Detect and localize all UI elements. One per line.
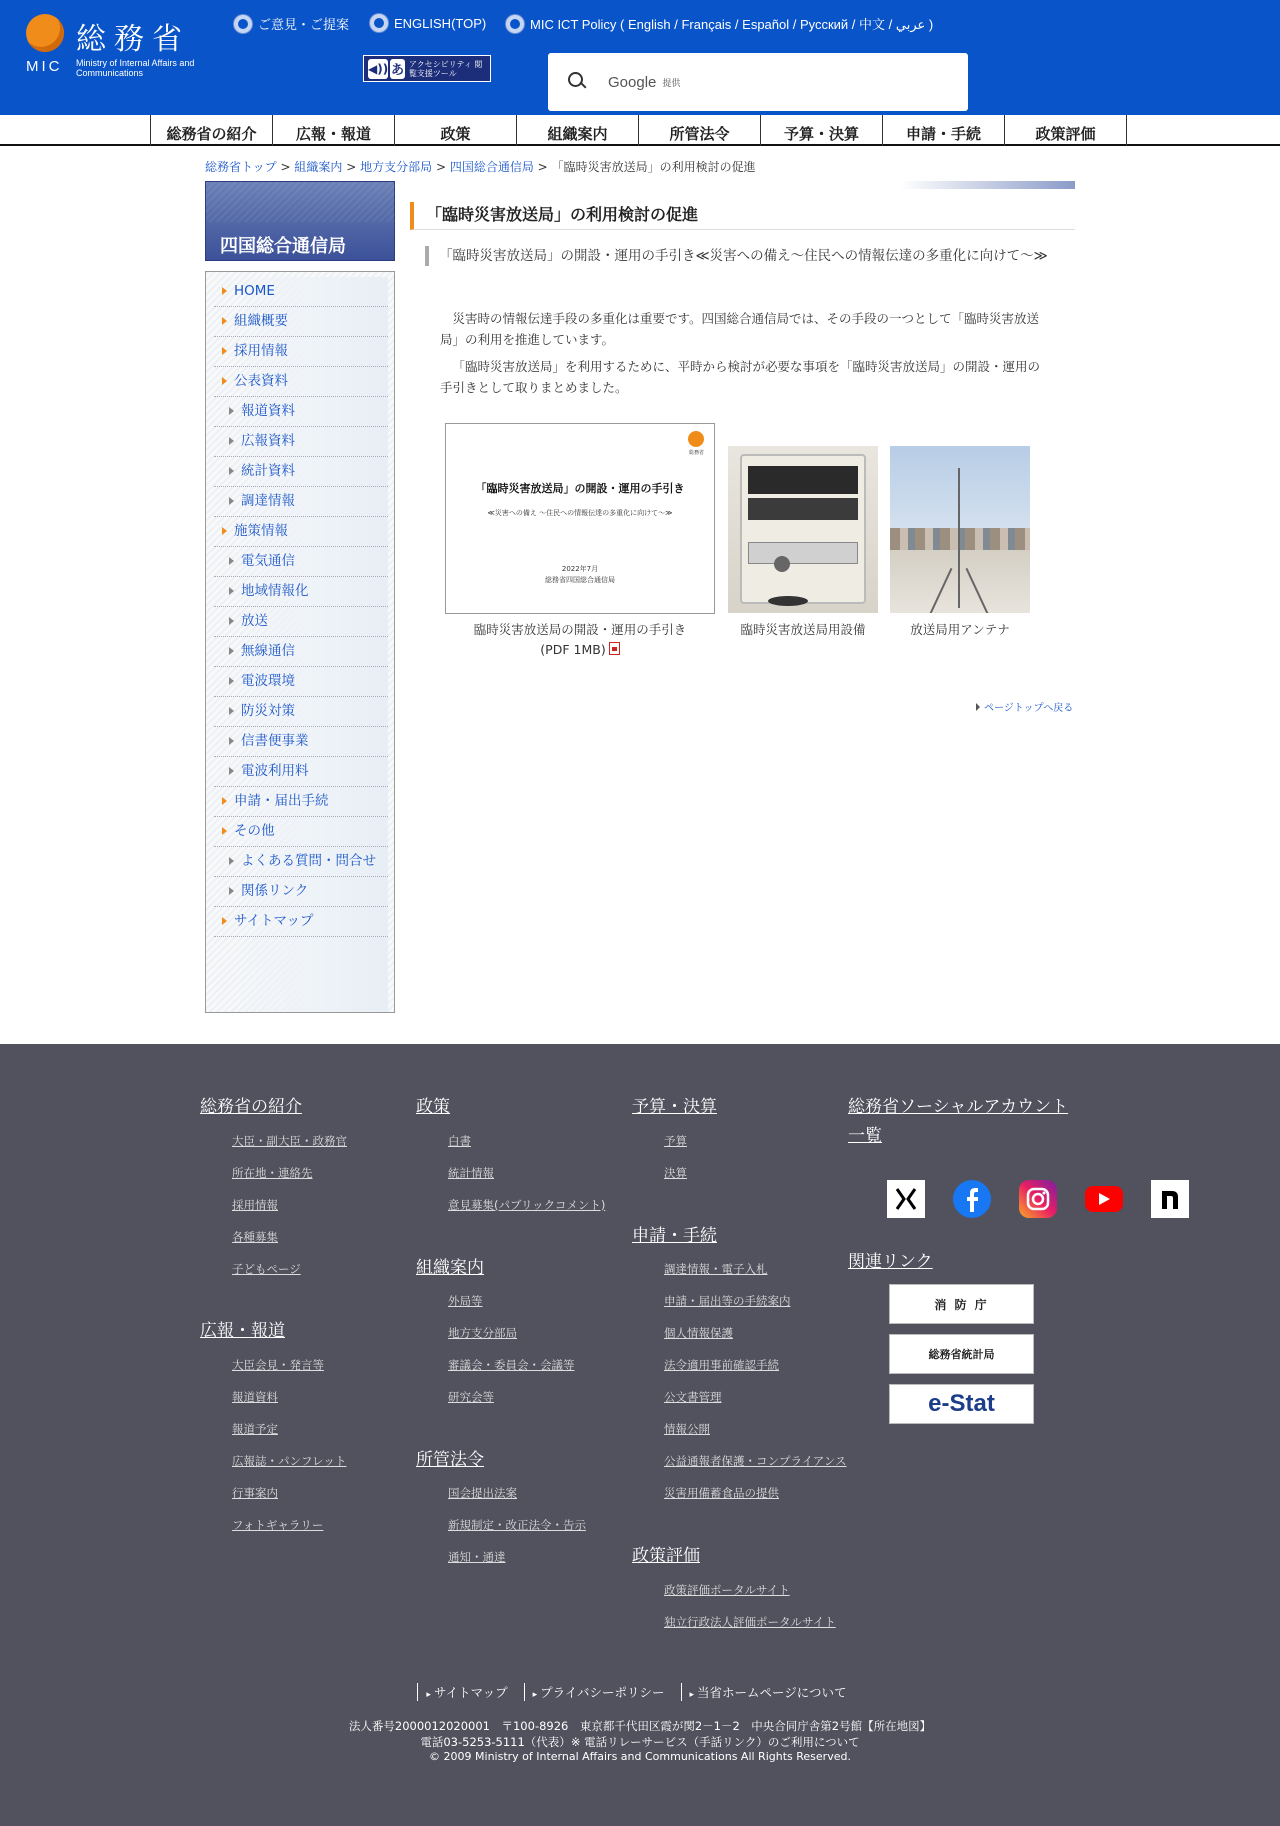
breadcrumb-link[interactable]: 四国総合通信局 bbox=[449, 160, 534, 174]
note-icon[interactable] bbox=[1151, 1180, 1189, 1218]
page-top-label[interactable]: ページトップへ戻る bbox=[984, 703, 1074, 714]
sidebar-item[interactable] bbox=[214, 907, 388, 937]
sidebar-item-label[interactable]: 放送 bbox=[241, 613, 268, 629]
breadcrumb-sep: > bbox=[435, 160, 446, 174]
nav-item[interactable]: 所管法令 bbox=[639, 115, 761, 146]
footer-link[interactable]: 政策評価ポータルサイト bbox=[664, 1583, 790, 1597]
sidebar-item[interactable] bbox=[214, 637, 388, 667]
intro-paragraph: 災害時の情報伝達手段の多重化は重要です。四国総合通信局では、その手段の一つとして「臨時災害放送局」の利用を推進しています。 bbox=[440, 311, 1040, 347]
sidebar-item-label[interactable]: 申請・届出手続 bbox=[234, 793, 329, 809]
antenna-pole-shape bbox=[958, 468, 960, 608]
global-nav bbox=[0, 115, 1280, 146]
breadcrumb bbox=[205, 158, 756, 175]
doc-org: 総務省四国総合通信局 bbox=[545, 576, 615, 584]
footer-heading[interactable]: 政策評価 bbox=[632, 1546, 700, 1566]
copyright: © 2009 Ministry of Internal Affairs and Communications All Rights Reserved. bbox=[429, 1750, 851, 1763]
rack-unit-shape bbox=[748, 466, 858, 494]
antenna-leg-shape bbox=[930, 568, 953, 613]
sidebar-item[interactable] bbox=[214, 337, 388, 367]
footer-link[interactable]: 行事案内 bbox=[232, 1486, 278, 1500]
sidebar-item-label[interactable]: 信書便事業 bbox=[241, 733, 309, 749]
ict-policy-link-label: MIC ICT Policy ( English / Français / Español / Русский / 中文 / عربي ) bbox=[530, 17, 934, 32]
sidebar-item-label[interactable]: 施策情報 bbox=[234, 523, 288, 539]
sidebar-item-label[interactable]: 電気通信 bbox=[241, 553, 295, 569]
footer-link[interactable]: 大臣会見・発言等 bbox=[232, 1358, 324, 1372]
buildings-shape bbox=[890, 528, 1030, 550]
broadcast-equipment-photo bbox=[728, 446, 878, 613]
footer-heading[interactable]: 総務省ソーシャルアカウント一覧 bbox=[848, 1097, 1069, 1146]
footer-bottom-link[interactable]: ▸ 当省ホームページについて bbox=[681, 1683, 863, 1701]
footer-link[interactable]: 災害用備蓄食品の提供 bbox=[664, 1486, 779, 1500]
site-header bbox=[0, 0, 1280, 115]
hiragana-icon: あ bbox=[390, 59, 405, 79]
triangle-right-icon bbox=[229, 677, 234, 685]
sidebar-item[interactable] bbox=[214, 697, 388, 727]
footer-link[interactable]: 子どもページ bbox=[232, 1262, 301, 1276]
breadcrumb-sep: > bbox=[280, 160, 291, 174]
stat-bureau-logo-link[interactable]: 総務省統計局 bbox=[889, 1334, 1034, 1374]
sidebar-item[interactable] bbox=[214, 727, 388, 757]
triangle-right-icon bbox=[229, 437, 234, 445]
triangle-right-icon bbox=[229, 497, 234, 505]
triangle-right-icon bbox=[222, 917, 227, 925]
sidebar-item[interactable] bbox=[214, 577, 388, 607]
footer-link[interactable]: 情報公開 bbox=[664, 1422, 710, 1436]
estat-logo-link[interactable]: e-Stat bbox=[889, 1384, 1034, 1424]
sidebar-item[interactable] bbox=[214, 307, 388, 337]
antenna-leg-shape bbox=[966, 568, 989, 613]
section-heading: 「臨時災害放送局」の開設・運用の手引き≪災害への備え～住民への情報伝達の多重化に向けて～≫ bbox=[425, 246, 1055, 266]
breadcrumb-current: 「臨時災害放送局」の利用検討の促進 bbox=[551, 160, 756, 174]
speaker-icon: ◀)) bbox=[368, 59, 388, 79]
footer-link[interactable]: 外局等 bbox=[448, 1294, 483, 1308]
sidebar-item[interactable] bbox=[214, 547, 388, 577]
footer-heading[interactable]: 組織案内 bbox=[416, 1258, 484, 1278]
triangle-right-icon bbox=[222, 287, 227, 295]
sidebar-item-label[interactable]: 電波環境 bbox=[241, 673, 295, 689]
guide-document-thumbnail[interactable] bbox=[445, 423, 715, 614]
sidebar-item[interactable] bbox=[214, 817, 388, 847]
footer-link[interactable]: 調達情報・電子入札 bbox=[664, 1262, 768, 1276]
footer-link[interactable]: フォトギャラリー bbox=[232, 1518, 324, 1532]
ict-policy-link[interactable] bbox=[506, 14, 933, 33]
sidebar-item-label[interactable]: 防災対策 bbox=[241, 703, 295, 719]
doc-date-org bbox=[446, 564, 714, 586]
accessibility-tool-button[interactable] bbox=[363, 55, 491, 82]
sidebar-title-box bbox=[205, 181, 395, 261]
nav-item[interactable]: 申請・手続 bbox=[883, 115, 1005, 146]
sidebar-title: 四国総合通信局 bbox=[220, 236, 346, 257]
english-link[interactable] bbox=[370, 14, 486, 32]
logo-kanji: 総務省 bbox=[76, 22, 190, 57]
footer-link[interactable]: 所在地・連絡先 bbox=[232, 1166, 313, 1180]
sidebar-item-label[interactable]: HOME bbox=[234, 283, 275, 299]
sidebar-item-label[interactable]: その他 bbox=[234, 823, 275, 839]
address-line bbox=[0, 1718, 1280, 1734]
search-input[interactable] bbox=[548, 53, 968, 111]
sidebar-item-label[interactable]: よくある質問・問合せ bbox=[241, 853, 376, 869]
footer-bottom bbox=[0, 1683, 1280, 1701]
mic-logo-icon bbox=[688, 431, 704, 447]
footer-link[interactable]: 大臣・副大臣・政務官 bbox=[232, 1134, 347, 1148]
triangle-right-icon bbox=[229, 767, 234, 775]
triangle-right-icon bbox=[229, 737, 234, 745]
address-end: 】 bbox=[919, 1719, 932, 1733]
doc-subtitle: ≪災害への備え ～住民への情報伝達の多重化に向けて～≫ bbox=[487, 509, 673, 517]
doc-title: 「臨時災害放送局」の開設・運用の手引き bbox=[475, 482, 685, 495]
nav-item[interactable]: 予算・決算 bbox=[761, 115, 883, 146]
sidebar-item-label[interactable]: 電波利用料 bbox=[241, 763, 309, 779]
doc-date: 2022年7月 bbox=[561, 565, 599, 573]
phone-text: 電話03-5253-5111（代表） bbox=[420, 1735, 571, 1749]
sidebar-item[interactable] bbox=[214, 517, 388, 547]
nav-item[interactable]: 政策評価 bbox=[1005, 115, 1127, 146]
sidebar-item-label[interactable]: 調達情報 bbox=[241, 493, 295, 509]
breadcrumb-link[interactable]: 地方支分部局 bbox=[360, 160, 433, 174]
footer-bottom-link[interactable]: ▸ サイトマップ bbox=[417, 1683, 523, 1701]
antenna-photo bbox=[890, 446, 1030, 613]
footer-link[interactable]: 公文書管理 bbox=[664, 1390, 722, 1404]
footer-link[interactable]: 予算 bbox=[664, 1134, 687, 1148]
nav-item[interactable]: 政策 bbox=[395, 115, 517, 146]
sidebar-item-label[interactable]: 広報資料 bbox=[241, 433, 295, 449]
sidebar-item[interactable] bbox=[214, 487, 388, 517]
x-icon[interactable] bbox=[887, 1180, 925, 1218]
triangle-right-icon bbox=[222, 827, 227, 835]
sidebar-item-label[interactable]: 公表資料 bbox=[234, 373, 288, 389]
sidebar-item[interactable] bbox=[214, 367, 388, 397]
footer-heading[interactable]: 申請・手続 bbox=[632, 1226, 717, 1246]
footer-link[interactable]: 研究会等 bbox=[448, 1390, 494, 1404]
site-logo[interactable] bbox=[26, 12, 216, 82]
footer-link[interactable]: 地方支分部局 bbox=[448, 1326, 517, 1340]
footer-link[interactable]: 報道資料 bbox=[232, 1390, 278, 1404]
radio-bullet-icon bbox=[370, 14, 388, 32]
sidebar-item-label[interactable]: 組織概要 bbox=[234, 313, 288, 329]
rack-unit-shape bbox=[748, 498, 858, 520]
footer-link[interactable]: 決算 bbox=[664, 1166, 687, 1180]
triangle-right-icon bbox=[976, 703, 980, 711]
mic-stand-shape bbox=[768, 596, 808, 606]
opinion-link[interactable] bbox=[234, 14, 349, 33]
sidebar-item-label[interactable]: 採用情報 bbox=[234, 343, 288, 359]
relay-service-link[interactable]: ※ 電話リレーサービス（手話リンク）のご利用について bbox=[570, 1735, 860, 1749]
footer-link[interactable]: 報道予定 bbox=[232, 1422, 278, 1436]
triangle-right-icon bbox=[229, 557, 234, 565]
footer-link[interactable]: 個人情報保護 bbox=[664, 1326, 733, 1340]
footer-link[interactable]: 公益通報者保護・コンプライアンス bbox=[664, 1454, 847, 1468]
triangle-right-icon bbox=[229, 647, 234, 655]
sidebar-item[interactable] bbox=[214, 457, 388, 487]
breadcrumb-link[interactable]: 総務省トップ bbox=[205, 160, 277, 174]
footer-link[interactable]: 採用情報 bbox=[232, 1198, 278, 1212]
opinion-link-label: ご意見・ご提案 bbox=[258, 17, 350, 32]
triangle-right-icon bbox=[222, 347, 227, 355]
doc-logo-text: 総務省 bbox=[688, 450, 704, 456]
sidebar-item-label[interactable]: 無線通信 bbox=[241, 643, 295, 659]
google-brand: Google bbox=[608, 73, 657, 91]
footer-link[interactable]: 通知・通達 bbox=[448, 1550, 506, 1564]
sidebar-item[interactable] bbox=[214, 397, 388, 427]
sidebar-item[interactable] bbox=[214, 757, 388, 787]
guide-pdf-caption[interactable] bbox=[445, 620, 715, 660]
footer-link[interactable]: 白書 bbox=[448, 1134, 471, 1148]
triangle-right-icon bbox=[229, 617, 234, 625]
pdf-size: (PDF 1MB) bbox=[540, 642, 606, 657]
page-top-link[interactable] bbox=[976, 699, 1073, 714]
footer-heading[interactable]: 広報・報道 bbox=[200, 1321, 285, 1341]
search-icon[interactable] bbox=[568, 72, 588, 92]
antenna-caption: 放送局用アンテナ bbox=[910, 622, 1010, 637]
footer-bottom-link[interactable]: ▸ プライバシーポリシー bbox=[524, 1683, 681, 1701]
sidebar-menu bbox=[205, 271, 395, 1013]
breadcrumb-sep: > bbox=[537, 160, 548, 174]
rack-unit-shape bbox=[748, 542, 858, 564]
triangle-right-icon bbox=[229, 887, 234, 895]
fdma-logo-link[interactable]: 消 防 庁 bbox=[889, 1284, 1034, 1324]
triangle-right-icon bbox=[222, 317, 227, 325]
page-title: 「臨時災害放送局」の利用検討の促進 bbox=[410, 202, 1075, 230]
triangle-right-icon bbox=[229, 857, 234, 865]
map-link[interactable]: 所在地図 bbox=[873, 1719, 920, 1733]
sidebar-item[interactable] bbox=[214, 277, 388, 307]
footer-link[interactable]: 統計情報 bbox=[448, 1166, 494, 1180]
logo-english: Ministry of Internal Affairs and Communications bbox=[76, 58, 195, 78]
sidebar-item[interactable] bbox=[214, 877, 388, 907]
triangle-right-icon bbox=[229, 587, 234, 595]
sidebar-item-label[interactable]: 報道資料 bbox=[241, 403, 295, 419]
sidebar-item[interactable] bbox=[214, 667, 388, 697]
search-provider-label: 提供 bbox=[662, 78, 681, 89]
microphone-shape bbox=[774, 556, 790, 572]
breadcrumb-sep: > bbox=[346, 160, 357, 174]
logo-emblem-icon bbox=[26, 14, 64, 52]
accessibility-label: アクセシビリティ 閲覧支援ツール bbox=[408, 59, 483, 78]
pdf-size-row bbox=[445, 640, 715, 660]
logo-abbrev: MIC bbox=[26, 58, 63, 75]
footer-link[interactable]: 各種募集 bbox=[232, 1230, 278, 1244]
breadcrumb-link[interactable]: 組織案内 bbox=[294, 160, 343, 174]
sidebar-item-label[interactable]: サイトマップ bbox=[234, 913, 314, 929]
pdf-icon bbox=[609, 642, 620, 655]
sidebar-item[interactable] bbox=[214, 607, 388, 637]
instagram-icon[interactable] bbox=[1019, 1180, 1057, 1218]
footer-heading[interactable]: 所管法令 bbox=[416, 1450, 484, 1470]
sidebar-item-label[interactable]: 統計資料 bbox=[241, 463, 295, 479]
nav-item[interactable]: 組織案内 bbox=[517, 115, 639, 146]
footer-heading[interactable]: 予算・決算 bbox=[632, 1097, 717, 1117]
footer-link[interactable]: 広報誌・パンフレット bbox=[232, 1454, 347, 1468]
nav-item[interactable]: 広報・報道 bbox=[273, 115, 395, 146]
equipment-caption: 臨時災害放送局用設備 bbox=[740, 622, 866, 637]
footer-heading[interactable]: 総務省の紹介 bbox=[200, 1097, 302, 1117]
sidebar-item[interactable] bbox=[214, 427, 388, 457]
footer-heading[interactable]: 政策 bbox=[416, 1097, 450, 1117]
title-decoration-bar bbox=[900, 181, 1075, 189]
sidebar-item[interactable] bbox=[214, 847, 388, 877]
footer-link[interactable]: 法令適用事前確認手続 bbox=[664, 1358, 779, 1372]
triangle-right-icon bbox=[229, 407, 234, 415]
guide-pdf-link[interactable]: 臨時災害放送局の開設・運用の手引き bbox=[473, 622, 687, 637]
sidebar-item[interactable] bbox=[214, 787, 388, 817]
facebook-icon[interactable] bbox=[953, 1180, 991, 1218]
triangle-right-icon bbox=[229, 467, 234, 475]
sidebar-title-decoration bbox=[206, 182, 396, 222]
intro-paragraph-2: 「臨時災害放送局」を利用するために、平時から検討が必要な事項を「臨時災害放送局」の開設・運用の手引きとして取りまとめました。 bbox=[440, 359, 1041, 395]
footer-link[interactable]: 審議会・委員会・会議等 bbox=[448, 1358, 575, 1372]
footer-link[interactable]: 申請・届出等の手続案内 bbox=[664, 1294, 791, 1308]
radio-bullet-icon bbox=[506, 15, 524, 33]
footer-link[interactable]: 独立行政法人評価ポータルサイト bbox=[664, 1615, 836, 1629]
nav-item[interactable]: 総務省の紹介 bbox=[151, 115, 273, 146]
sidebar-item-label[interactable]: 地域情報化 bbox=[241, 583, 309, 599]
site-footer bbox=[0, 1044, 1280, 1826]
triangle-right-icon bbox=[222, 377, 227, 385]
english-link-label: ENGLISH(TOP) bbox=[394, 15, 487, 31]
footer-link[interactable]: 意見募集(パブリックコメント) bbox=[448, 1198, 606, 1212]
footer-heading[interactable]: 関連リンク bbox=[848, 1252, 933, 1272]
address-text: 法人番号2000012020001 〒100-8926 東京都千代田区霞が関2－1－2 中央合同庁舎第2号館【 bbox=[348, 1719, 874, 1733]
triangle-right-icon bbox=[222, 797, 227, 805]
footer-link[interactable]: 新規制定・改正法令・告示 bbox=[448, 1518, 586, 1532]
sidebar-item-label[interactable]: 関係リンク bbox=[241, 883, 309, 899]
radio-bullet-icon bbox=[234, 15, 252, 33]
triangle-right-icon bbox=[222, 527, 227, 535]
youtube-icon[interactable] bbox=[1085, 1186, 1123, 1212]
footer-link[interactable]: 国会提出法案 bbox=[448, 1486, 517, 1500]
triangle-right-icon bbox=[229, 707, 234, 715]
phone-line bbox=[0, 1734, 1280, 1750]
